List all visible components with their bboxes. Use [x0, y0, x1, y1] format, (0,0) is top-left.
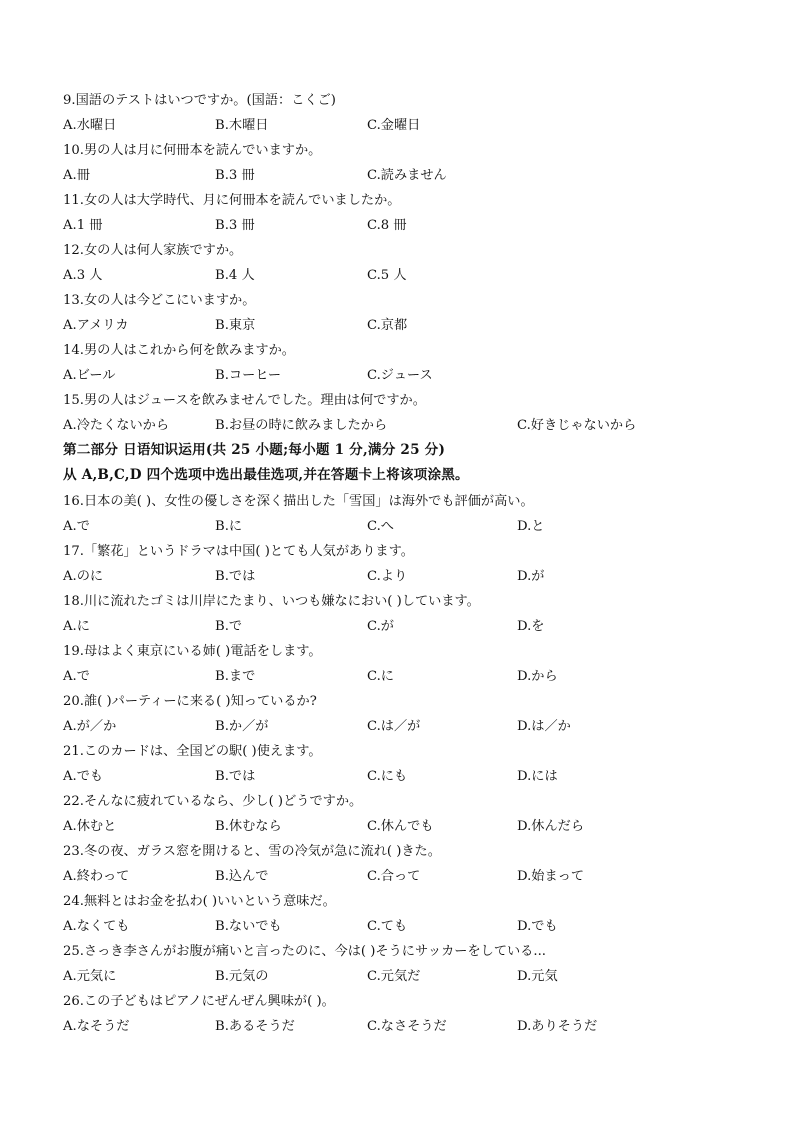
option-b: B.か／が: [215, 718, 269, 734]
options-row-15: [0, 413, 794, 438]
section-title: 第二部分 日语知识运用(共 25 小题;每小题 1 分,满分 25 分): [63, 442, 446, 459]
options-row-26: [0, 1014, 794, 1039]
option-d: D.始まって: [517, 868, 585, 884]
options-row-10: [0, 163, 794, 188]
question-20: 20.誰( )パーティーに来る( )知っているか?: [63, 693, 317, 709]
option-c: C.なさそうだ: [367, 1019, 447, 1035]
option-d: D.と: [517, 518, 545, 534]
option-b: B.に: [215, 518, 243, 534]
option-a: A.1 冊: [63, 218, 103, 234]
question-26: 26.この子どもはピアノにぜんぜん興味が( )。: [63, 994, 335, 1010]
question-15: 15.男の人はジュースを飲みませんでした。理由は何ですか。: [63, 393, 426, 409]
question-22: 22.そんなに疲れているなら、少し( )どうですか。: [63, 793, 363, 809]
question-9: 9.国語のテストはいつですか。(国語：こくご): [63, 93, 336, 108]
option-b: B.3 冊: [215, 168, 255, 184]
question-13: 13.女の人は今どこにいますか。: [63, 293, 256, 309]
option-a: A.終わって: [63, 868, 130, 884]
options-row-14: [0, 363, 794, 388]
option-b: B.お昼の時に飲みましたから: [215, 418, 388, 434]
option-a: A.元気に: [63, 969, 117, 985]
option-c: C.ジュース: [367, 368, 433, 384]
option-a: A.に: [63, 618, 90, 634]
question-16: 16.日本の美( )、女性の優しさを深く描出した「雪国」は海外でも評価が高い。: [63, 493, 534, 509]
question-10: 10.男の人は月に何冊本を読んでいますか。: [63, 143, 322, 159]
question-11: 11.女の人は大学時代、月に何冊本を読んでいましたか。: [63, 193, 401, 209]
option-b: B.東京: [215, 318, 256, 334]
options-row-16: [0, 514, 794, 539]
option-a: A.ビール: [63, 368, 116, 384]
option-a: A.水曜日: [63, 118, 117, 134]
option-a: A.で: [63, 668, 90, 684]
option-d: D.休んだら: [517, 818, 585, 834]
question-12: 12.女の人は何人家族ですか。: [63, 243, 243, 259]
option-a: A.アメリカ: [63, 318, 129, 334]
option-a: A.なそうだ: [63, 1019, 130, 1035]
option-b: B.では: [215, 768, 256, 784]
question-25: 25.さっき李さんがお腹が痛いと言ったのに、今は( )そうにサッカーをしている...: [63, 944, 546, 960]
question-17: 17.「繁花」というドラマは中国( )とても人気があります。: [63, 543, 414, 559]
options-row-22: [0, 814, 794, 839]
options-row-18: [0, 614, 794, 639]
option-b: B.元気の: [215, 969, 269, 985]
question-24: 24.無料とはお金を払わ( )いいという意味だ。: [63, 894, 336, 909]
options-row-25: [0, 964, 794, 989]
option-b: B.木曜日: [215, 118, 269, 134]
option-a: A.なくても: [63, 919, 130, 935]
options-row-12: [0, 263, 794, 288]
option-a: A.3 人: [63, 268, 103, 284]
options-row-11: [0, 213, 794, 238]
option-b: B.まで: [215, 668, 256, 684]
option-b: B.3 冊: [215, 218, 255, 234]
options-row-24: [0, 914, 794, 939]
option-b: B.では: [215, 568, 256, 584]
option-c: C.5 人: [367, 268, 407, 284]
option-b: B.込んで: [215, 868, 269, 884]
option-b: B.休むなら: [215, 818, 282, 834]
exam-page: [0, 88, 794, 1039]
option-c: C.読みません: [367, 168, 447, 184]
option-c: C.より: [367, 568, 408, 584]
option-c: C.が: [367, 618, 394, 634]
option-a: A.でも: [63, 768, 104, 784]
option-c: C.好きじゃないから: [517, 418, 637, 434]
option-d: D.には: [517, 768, 558, 784]
option-c: C.ても: [367, 919, 408, 935]
option-a: A.で: [63, 518, 90, 534]
options-row-17: [0, 564, 794, 589]
option-a: A.のに: [63, 568, 104, 584]
option-d: D.から: [517, 668, 558, 684]
options-row-13: [0, 313, 794, 338]
option-b: B.ないでも: [215, 919, 282, 935]
question-21: 21.このカードは、全国どの駅( )使えます。: [63, 743, 322, 759]
option-d: D.でも: [517, 919, 558, 935]
options-row-20: [0, 714, 794, 739]
option-b: B.コーヒー: [215, 368, 282, 384]
section-instruction: 从 A,B,C,D 四个选项中选出最佳选项,并在答题卡上将该项涂黑。: [63, 467, 469, 484]
option-c: C.元気だ: [367, 969, 421, 985]
options-row-19: [0, 664, 794, 689]
option-a: A.休むと: [63, 818, 117, 834]
option-d: D.ありそうだ: [517, 1019, 598, 1035]
question-14: 14.男の人はこれから何を飲みますか。: [63, 343, 295, 359]
option-c: C.京都: [367, 318, 408, 334]
option-c: C.合って: [367, 868, 421, 884]
option-a: A.冊: [63, 168, 90, 184]
option-c: C.にも: [367, 768, 408, 784]
option-d: D.が: [517, 568, 545, 584]
option-b: B.あるそうだ: [215, 1019, 295, 1035]
question-23: 23.冬の夜、ガラス窓を開けると、雪の冷気が急に流れ( )きた。: [63, 843, 441, 859]
question-18: 18.川に流れたゴミは川岸にたまり、いつも嫌なにおい( )しています。: [63, 593, 480, 609]
option-a: A.冷たくないから: [63, 418, 170, 434]
option-d: D.元気: [517, 969, 558, 985]
options-row-23: [0, 864, 794, 889]
option-c: C.金曜日: [367, 118, 421, 134]
option-c: C.に: [367, 668, 394, 684]
option-c: C.へ: [367, 518, 394, 534]
option-c: C.8 冊: [367, 218, 407, 234]
option-c: C.休んでも: [367, 818, 434, 834]
option-b: B.で: [215, 618, 243, 634]
option-b: B.4 人: [215, 268, 255, 284]
options-row-9: [0, 113, 794, 138]
options-row-21: [0, 764, 794, 789]
question-19: 19.母はよく東京にいる姉( )電話をします。: [63, 643, 322, 659]
option-d: D.は／か: [517, 718, 571, 734]
option-c: C.は／が: [367, 718, 421, 734]
option-a: A.が／か: [63, 718, 117, 734]
option-d: D.を: [517, 618, 545, 634]
